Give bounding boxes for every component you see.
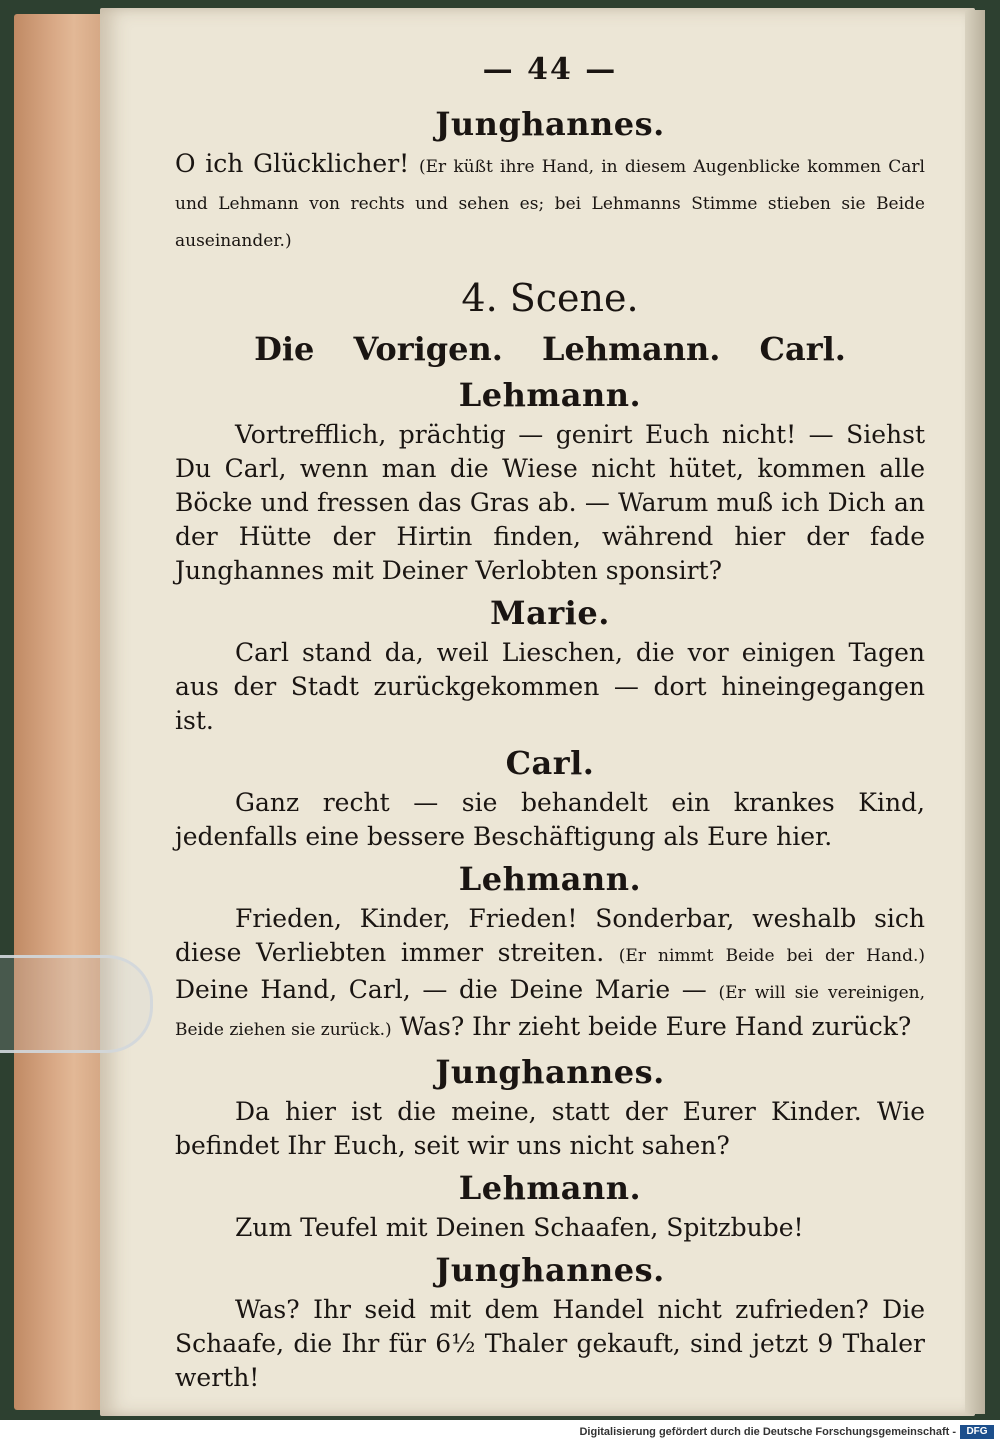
page-clip [0, 955, 153, 1053]
stage-direction: (Er küßt ihre Hand, in diesem Augenblicke kommen Carl und Lehmann von rechts und sehen es; bei Lehmanns Stimme stieben sie Beide auseinander.) [175, 157, 925, 251]
speaker-name: Lehmann. [458, 860, 642, 898]
page-number: — 44 — [482, 52, 618, 87]
speech-paragraph [175, 147, 925, 258]
speech-paragraph: Zum Teufel mit Deinen Schaafen, Spitzbube! [235, 1213, 804, 1242]
speaker-name: Lehmann. [458, 376, 642, 414]
dfg-logo-icon: DFG [960, 1425, 994, 1439]
scene-heading: 4. Scene. [461, 276, 639, 320]
speech-paragraph: Vortrefflich, prächtig — genirt Euch nicht! — Siehst Du Carl, wenn man die Wiese nicht hütet, kommen alle Böcke und fressen das Gras ab. — Warum muß ich Dich an der Hütte der Hirtin finden, während hier der fade Junghannes mit Deiner Verlobten sponsirt? [175, 420, 925, 585]
speech-paragraph: Carl stand da, weil Lieschen, die vor einigen Tagen aus der Stadt zurückgekommen — dort hineingegangen ist. [175, 638, 925, 735]
speaker-name: Junghannes. [435, 105, 665, 143]
speech-text: Was? Ihr zieht beide Eure Hand zurück? [399, 1012, 912, 1041]
speaker-name: Marie. [490, 594, 610, 632]
speaker-name: Junghannes. [435, 1251, 665, 1289]
page-content [175, 52, 925, 1399]
speech-paragraph: Da hier ist die meine, statt der Eurer Kinder. Wie befindet Ihr Euch, seit wir uns nicht sahen? [175, 1097, 925, 1160]
speaker-name: Lehmann. [458, 1169, 642, 1207]
speech-paragraph: Was? Ihr seid mit dem Handel nicht zufrieden? Die Schaafe, die Ihr für 6½ Thaler gekauft, sind jetzt 9 Thaler werth! [175, 1295, 925, 1392]
footer-credit: Digitalisierung gefördert durch die Deutsche Forschungsgemeinschaft - [579, 1426, 956, 1438]
speech-text: O ich Glücklicher! [175, 149, 410, 178]
speaker-name: Junghannes. [435, 1053, 665, 1091]
speech-paragraph [175, 902, 925, 1047]
speech-text: Frieden, Kinder, Frieden! Sonderbar, weshalb sich diese Verliebten immer streiten. [175, 904, 925, 967]
footer-bar [0, 1420, 1000, 1445]
speaker-name: Carl. [505, 744, 595, 782]
book-page-edges [14, 14, 114, 1410]
speech-text: Deine Hand, Carl, — die Deine Marie — [175, 975, 707, 1004]
scene-characters: Die Vorigen. Lehmann. Carl. [254, 330, 846, 368]
page-gutter-shadow [965, 10, 985, 1414]
speech-paragraph: Ganz recht — sie behandelt ein krankes Kind, jedenfalls eine bessere Beschäftigung als Eure hier. [175, 788, 925, 851]
stage-direction: (Er will sie vereinigen, Beide ziehen sie zurück.) [175, 983, 925, 1040]
stage-direction: (Er nimmt Beide bei der Hand.) [618, 946, 926, 966]
